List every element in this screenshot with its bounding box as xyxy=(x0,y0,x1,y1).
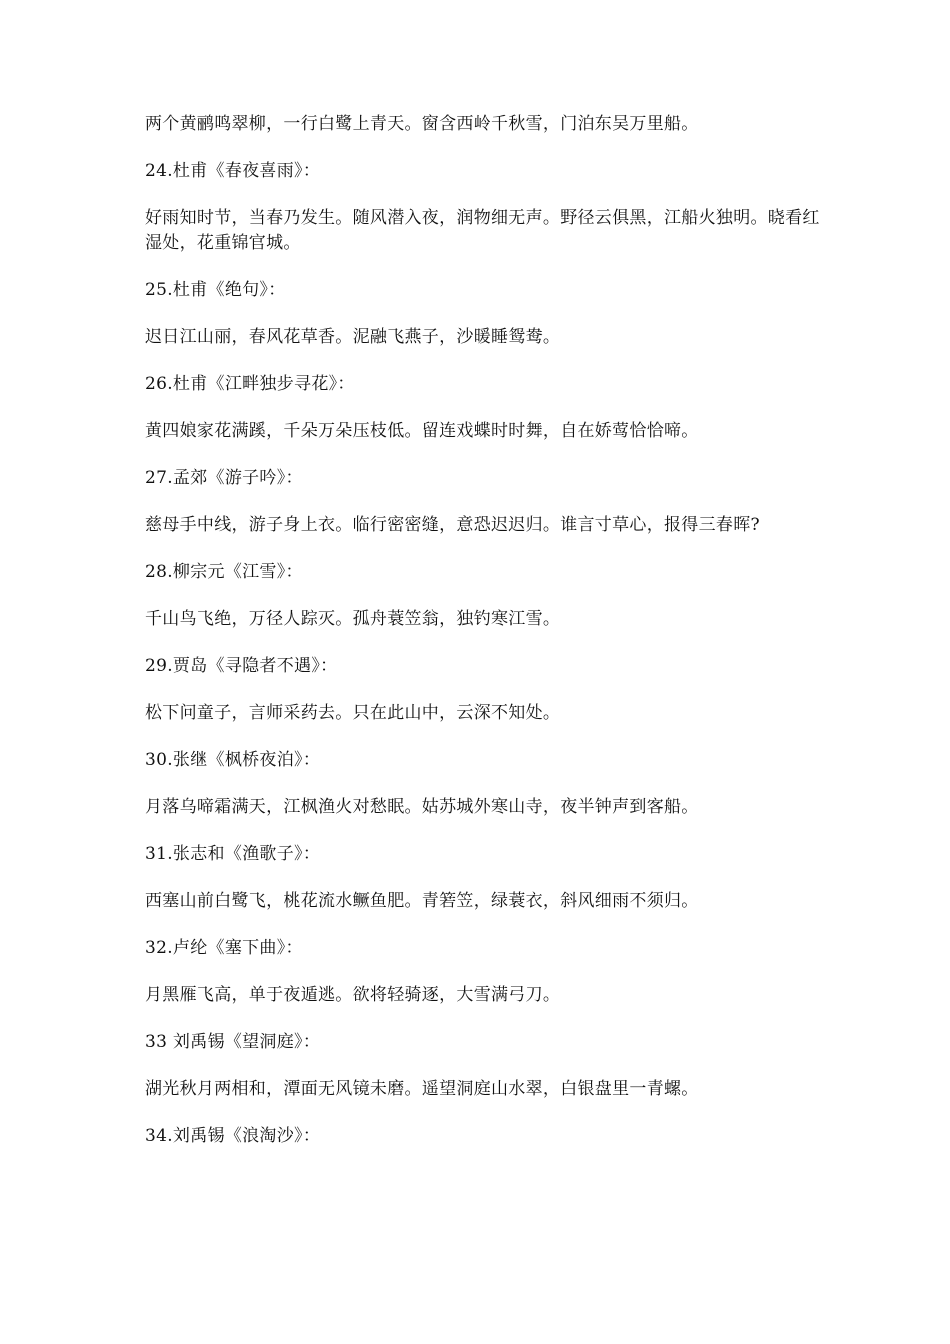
poem-text: 迟日江山丽，春风花草香。泥融飞燕子，沙暖睡鸳鸯。 xyxy=(145,327,561,347)
poem-heading: 24.杜甫《春夜喜雨》： xyxy=(145,161,321,181)
poem-text: 千山鸟飞绝，万径人踪灭。孤舟蓑笠翁，独钓寒江雪。 xyxy=(145,609,561,629)
poem-text: 西塞山前白鹭飞，桃花流水鳜鱼肥。青箬笠，绿蓑衣，斜风细雨不须归。 xyxy=(145,891,699,911)
poem-heading: 25.杜甫《绝句》： xyxy=(145,280,286,300)
poem-heading: 27.孟郊《游子吟》： xyxy=(145,468,303,488)
poem-heading: 31.张志和《渔歌子》： xyxy=(145,844,321,864)
poem-text: 慈母手中线，游子身上衣。临行密密缝，意恐迟迟归。谁言寸草心，报得三春晖? xyxy=(145,515,760,535)
poem-text: 月黑雁飞高，单于夜遁逃。欲将轻骑逐，大雪满弓刀。 xyxy=(145,985,561,1005)
poem-text: 松下问童子，言师采药去。只在此山中，云深不知处。 xyxy=(145,703,561,723)
poem-heading: 30.张继《枫桥夜泊》： xyxy=(145,750,321,770)
poem-heading: 33 刘禹锡《望洞庭》： xyxy=(145,1032,321,1052)
poem-heading: 28.柳宗元《江雪》： xyxy=(145,562,303,582)
poem-heading: 32.卢纶《塞下曲》： xyxy=(145,938,303,958)
poem-text: 黄四娘家花满蹊，千朵万朵压枝低。留连戏蝶时时舞，自在娇莺恰恰啼。 xyxy=(145,421,699,441)
poem-text: 两个黄鹂鸣翠柳，一行白鹭上青天。窗含西岭千秋雪，门泊东吴万里船。 xyxy=(145,114,699,134)
poem-text: 好雨知时节，当春乃发生。随风潜入夜，润物细无声。野径云俱黑，江船火独明。晓看红湿处，花重锦官城。 xyxy=(145,208,820,253)
poem-text: 月落乌啼霜满天，江枫渔火对愁眠。姑苏城外寒山寺，夜半钟声到客船。 xyxy=(145,797,699,817)
poem-heading: 34.刘禹锡《浪淘沙》： xyxy=(145,1126,321,1146)
document-page xyxy=(145,112,820,1149)
poem-text: 湖光秋月两相和，潭面无风镜未磨。遥望洞庭山水翠，白银盘里一青螺。 xyxy=(145,1079,699,1099)
poem-heading: 29.贾岛《寻隐者不遇》： xyxy=(145,656,338,676)
poem-heading: 26.杜甫《江畔独步寻花》： xyxy=(145,374,355,394)
